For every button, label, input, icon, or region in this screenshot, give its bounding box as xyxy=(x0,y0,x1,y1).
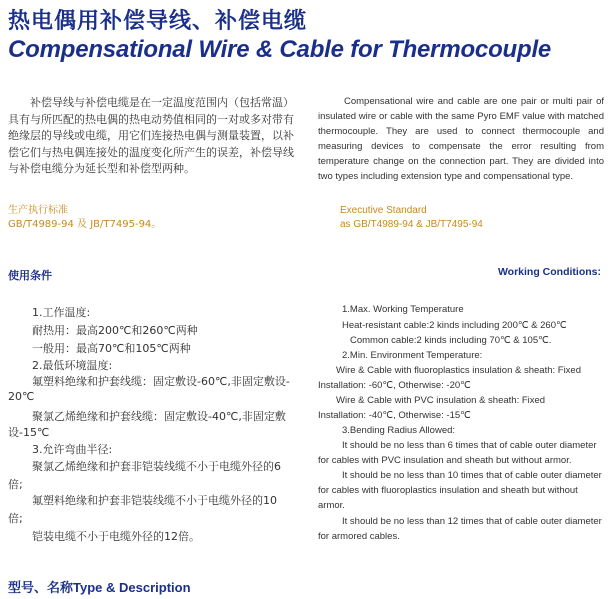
standard-cn xyxy=(8,204,161,232)
intro-paragraph-cn: 补偿导线与补偿电缆是在一定温度范围内（包括常温）具有与所匹配的热电偶的热电动势值相同的一对或多对带有绝缘层的导线或电缆，用它们连接热电偶与测量装置，以补偿它们与热电偶连接处的温度变化所产生的误差，补偿导线与补偿电缆分为延长型和补偿型两种。 xyxy=(8,96,294,175)
condition-en-line: Installation: -40℃, Otherwise: -15℃ xyxy=(318,410,471,421)
condition-cn-line: 聚氯乙烯绝缘和护套线缆：固定敷设-40℃,非固定敷 xyxy=(32,410,286,423)
condition-cn-line: 耐热用：最高200℃和260℃两种 xyxy=(32,324,198,337)
condition-cn-line: 3.允许弯曲半径: xyxy=(32,443,113,456)
condition-cn-line: 氟塑料绝缘和护套线缆：固定敷设-60℃,非固定敷设- xyxy=(32,375,290,388)
standard-en-label: Executive Standard xyxy=(340,205,427,216)
condition-en-line: Installation: -60℃, Otherwise: -20℃ xyxy=(318,380,471,391)
condition-cn-line: 倍; xyxy=(8,478,23,491)
condition-cn-line: 20℃ xyxy=(8,390,35,403)
page-title-cn: 热电偶用补偿导线、补偿电缆 xyxy=(8,9,308,34)
condition-en-line: It should be no less than 10 times that of cable outer diameter xyxy=(342,470,602,481)
condition-en-line: 3.Bending Radius Allowed: xyxy=(342,425,456,436)
condition-en-line: 1.Max. Working Temperature xyxy=(342,304,464,315)
condition-en-line: It should be no less than 12 times that of cable outer diameter xyxy=(342,516,602,527)
condition-cn-line: 2.最低环境温度: xyxy=(32,359,113,372)
condition-en-line: 2.Min. Environment Temperature: xyxy=(342,350,483,361)
condition-cn-line: 倍; xyxy=(8,512,23,525)
condition-cn-line: 氟塑料绝缘和护套非铠装线缆不小于电缆外径的10 xyxy=(32,494,277,507)
condition-en-line: It should be no less than 6 times that of cable outer diameter xyxy=(342,440,597,451)
page-title-en: Compensational Wire & Cable for Thermocouple xyxy=(8,36,552,63)
condition-cn-line: 铠装电缆不小于电缆外径的12倍。 xyxy=(32,530,200,543)
standard-cn-label: 生产执行标准 xyxy=(8,205,68,216)
condition-en-line: for cables with PVC insulation and sheath but without armor. xyxy=(318,455,572,466)
standard-cn-value: GB/T4989-94 及 JB/T7495-94。 xyxy=(8,219,162,230)
condition-en-line: armor. xyxy=(318,500,345,511)
condition-cn-line: 一般用：最高70℃和105℃两种 xyxy=(32,342,191,355)
conditions-title-en: Working Conditions: xyxy=(497,266,601,278)
condition-en-line: Common cable:2 kinds including 70℃ & 105℃. xyxy=(350,335,552,346)
condition-en-line: Heat-resistant cable:2 kinds including 200℃ & 260℃ xyxy=(342,320,567,331)
standard-en-value: as GB/T4989-94 & JB/T7495-94 xyxy=(340,219,483,230)
condition-en-line: Wire & Cable with PVC insulation & sheath: Fixed xyxy=(336,395,546,406)
type-description-title xyxy=(8,577,191,596)
condition-cn-line: 聚氯乙烯绝缘和护套非铠装线缆不小于电缆外径的6 xyxy=(32,460,281,473)
conditions-title-cn: 使用条件 xyxy=(8,269,52,282)
condition-en-line: for armored cables. xyxy=(318,531,400,542)
intro-paragraph-en: Compensational wire and cable are one pair or multi pair of insulated wire or cable with the same Pyro EMF value with matched thermocouple. They are used to connect thermocouple and measuring devices to compensate the error resulting from temperature change on the connection part. They are divided into two types including extension type and compensational type. xyxy=(318,96,604,182)
condition-en-line: for cables with fluoroplastics insulation and sheath but without xyxy=(318,485,578,496)
type-title-cn: 型号、名称 xyxy=(8,581,74,596)
standard-en xyxy=(340,204,483,232)
type-title-en: Type & Description xyxy=(73,580,191,595)
condition-cn-line: 1.工作温度: xyxy=(32,306,91,319)
condition-cn-line: 设-15℃ xyxy=(8,426,50,439)
condition-en-line: Wire & Cable with fluoroplastics insulation & sheath: Fixed xyxy=(336,365,582,376)
